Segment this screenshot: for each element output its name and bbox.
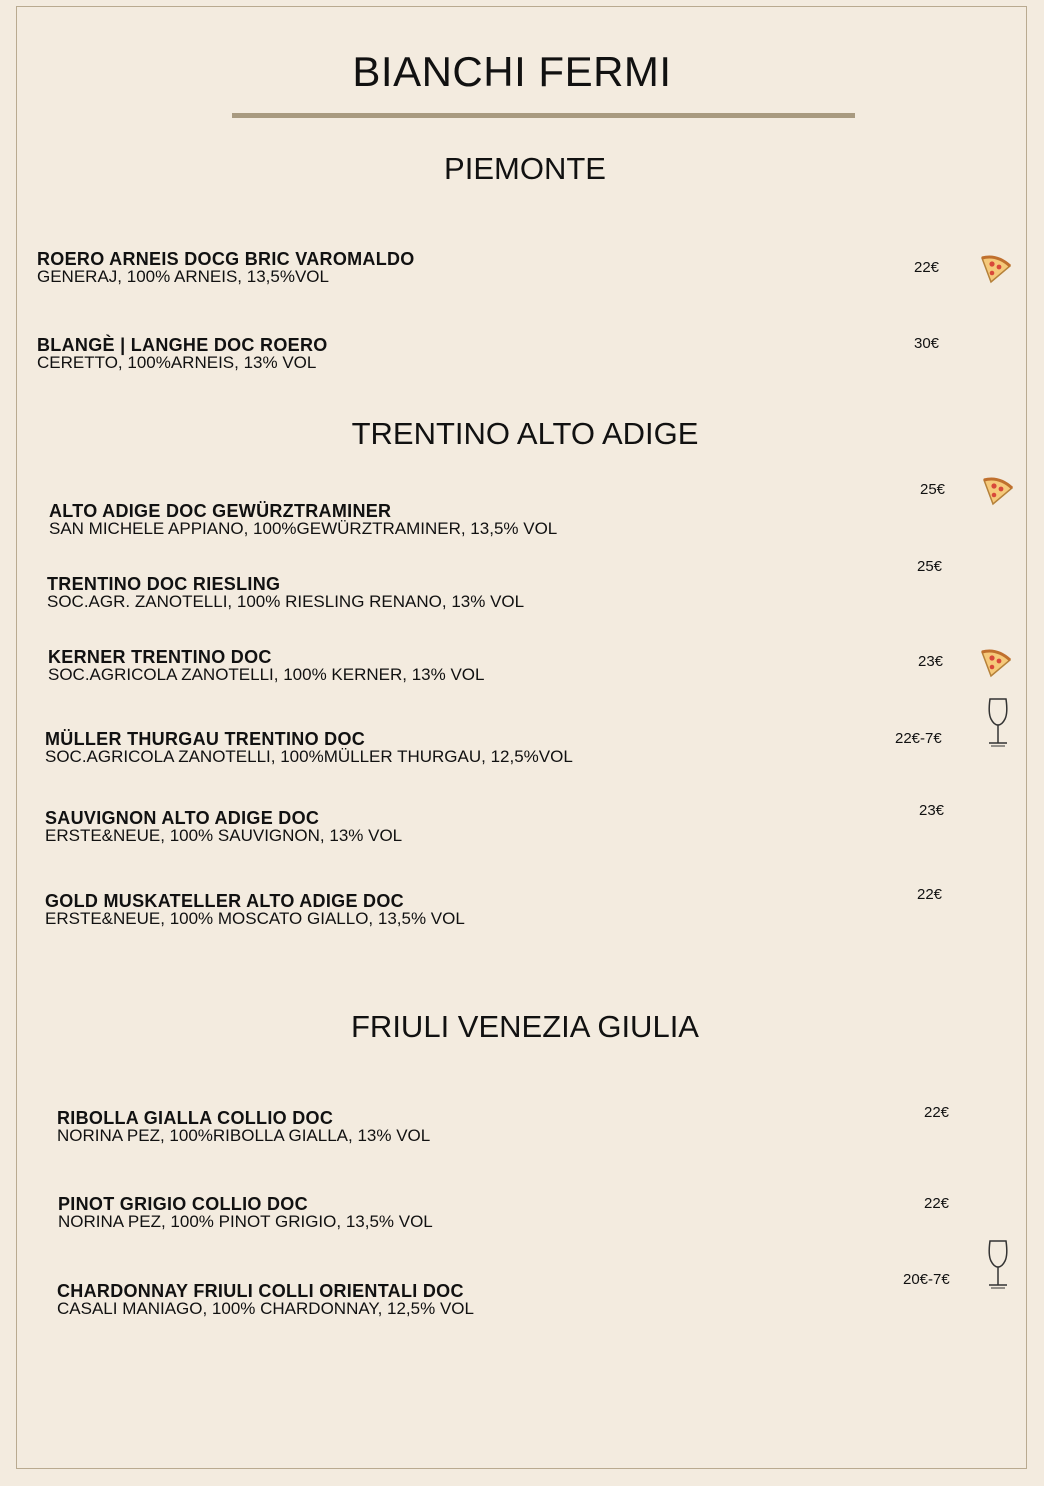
- title-divider: [232, 113, 855, 118]
- wine-detail: ERSTE&NEUE, 100% SAUVIGNON, 13% VOL: [45, 826, 403, 845]
- wine-glass-icon: [985, 1239, 1011, 1291]
- wine-detail: SOC.AGRICOLA ZANOTELLI, 100% KERNER, 13% VOL: [48, 665, 485, 684]
- pizza-icon: [980, 252, 1012, 284]
- wine-name: TRENTINO DOC RIESLING: [47, 574, 281, 594]
- section-heading-piemonte: PIEMONTE: [444, 151, 606, 186]
- wine-name: MÜLLER THURGAU TRENTINO DOC: [45, 729, 366, 749]
- wine-name: ROERO ARNEIS DOCG BRIC VAROMALDO: [37, 249, 415, 269]
- wine-item: [45, 809, 402, 845]
- wine-detail: ERSTE&NEUE, 100% MOSCATO GIALLO, 13,5% VOL: [45, 909, 465, 928]
- wine-glass-icon: [985, 697, 1011, 749]
- wine-detail: SOC.AGR. ZANOTELLI, 100% RIESLING RENANO, 13% VOL: [47, 592, 525, 611]
- pizza-icon: [982, 474, 1014, 506]
- wine-detail: SAN MICHELE APPIANO, 100%GEWÜRZTRAMINER, 13,5% VOL: [49, 519, 558, 538]
- section-heading-friuli: FRIULI VENEZIA GIULIA: [351, 1009, 699, 1044]
- page-title: BIANCHI FERMI: [352, 48, 672, 95]
- wine-item: [58, 1195, 433, 1231]
- wine-price: 30€: [914, 335, 940, 352]
- wine-detail: NORINA PEZ, 100%RIBOLLA GIALLA, 13% VOL: [57, 1126, 431, 1145]
- wine-name: RIBOLLA GIALLA COLLIO DOC: [57, 1108, 334, 1128]
- wine-detail: CASALI MANIAGO, 100% CHARDONNAY, 12,5% VOL: [57, 1299, 474, 1318]
- wine-name: ALTO ADIGE DOC GEWÜRZTRAMINER: [49, 501, 392, 521]
- wine-price: 22€: [924, 1104, 950, 1121]
- wine-item: [48, 648, 485, 684]
- wine-item: [57, 1109, 430, 1145]
- wine-detail: GENERAJ, 100% ARNEIS, 13,5%VOL: [37, 267, 329, 286]
- wine-detail: CERETTO, 100%ARNEIS, 13% VOL: [37, 353, 317, 372]
- wine-item: [37, 336, 328, 372]
- section-heading-trentino: TRENTINO ALTO ADIGE: [351, 416, 699, 451]
- wine-price: 22€-7€: [895, 730, 942, 747]
- wine-price: 25€: [920, 481, 946, 498]
- wine-item: [49, 502, 557, 538]
- wine-detail: SOC.AGRICOLA ZANOTELLI, 100%MÜLLER THURGAU, 12,5%VOL: [45, 747, 573, 766]
- wine-name: BLANGÈ | LANGHE DOC ROERO: [37, 335, 328, 355]
- pizza-icon: [980, 646, 1012, 678]
- wine-name: KERNER TRENTINO DOC: [48, 647, 272, 667]
- wine-name: PINOT GRIGIO COLLIO DOC: [58, 1194, 308, 1214]
- wine-item: [45, 730, 573, 766]
- wine-price: 22€: [914, 259, 940, 276]
- wine-price: 22€: [917, 886, 943, 903]
- wine-detail: NORINA PEZ, 100% PINOT GRIGIO, 13,5% VOL: [58, 1212, 433, 1231]
- wine-name: GOLD MUSKATELLER ALTO ADIGE DOC: [45, 891, 404, 911]
- wine-name: SAUVIGNON ALTO ADIGE DOC: [45, 808, 320, 828]
- wine-price: 20€-7€: [903, 1271, 950, 1288]
- wine-price: 23€: [919, 802, 945, 819]
- wine-name: CHARDONNAY FRIULI COLLI ORIENTALI DOC: [57, 1281, 464, 1301]
- wine-item: [57, 1282, 474, 1318]
- wine-price: 23€: [918, 653, 944, 670]
- wine-price: 25€: [917, 558, 943, 575]
- wine-price: 22€: [924, 1195, 950, 1212]
- wine-item: [37, 250, 415, 286]
- wine-item: [47, 575, 524, 611]
- wine-item: [45, 892, 465, 928]
